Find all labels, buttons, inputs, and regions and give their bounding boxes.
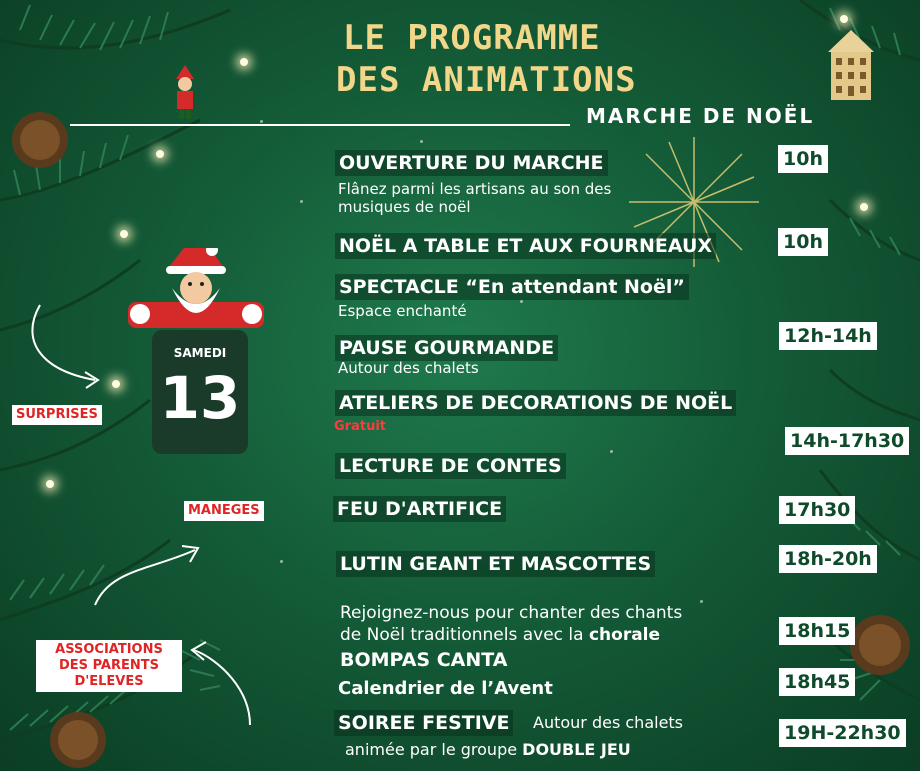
fairy-light bbox=[120, 230, 128, 238]
subtitle: MARCHE DE NOËL bbox=[586, 104, 815, 128]
event-time: 18h15 bbox=[779, 617, 855, 645]
event-title: SOIREE FESTIVE bbox=[334, 710, 513, 736]
fairy-light bbox=[112, 380, 120, 388]
event-description: Autour des chalets bbox=[533, 713, 684, 732]
event-note: Gratuit bbox=[334, 419, 386, 434]
date-card bbox=[152, 330, 248, 454]
title-line-1: LE PROGRAMME bbox=[343, 18, 601, 58]
house-icon bbox=[828, 30, 874, 100]
fairy-light bbox=[46, 480, 54, 488]
event-title: BOMPAS CANTA bbox=[340, 649, 508, 671]
event-time: 18h45 bbox=[779, 668, 855, 696]
fairy-light bbox=[840, 15, 848, 23]
tag-surprises: SURPRISES bbox=[12, 405, 102, 425]
tag-associations-line: D'ELEVES bbox=[74, 674, 144, 689]
event-description: animée par le groupe DOUBLE JEU bbox=[345, 740, 631, 759]
event-time: 19H-22h30 bbox=[779, 719, 906, 747]
event-title: ATELIERS DE DECORATIONS DE NOËL bbox=[335, 390, 736, 416]
arrow-icon bbox=[180, 630, 270, 730]
event-title: LECTURE DE CONTES bbox=[335, 453, 566, 479]
event-time: 10h bbox=[778, 145, 828, 173]
event-description: Rejoignez-nous pour chanter des chants de Noël traditionnels avec la chorale bbox=[340, 603, 683, 645]
date-number: 13 bbox=[159, 364, 241, 432]
title-divider bbox=[70, 124, 570, 126]
event-description: Espace enchanté bbox=[338, 302, 467, 320]
event-time: 17h30 bbox=[779, 496, 855, 524]
event-title: FEU D'ARTIFICE bbox=[333, 496, 506, 522]
event-time: 10h bbox=[778, 228, 828, 256]
event-description: Flânez parmi les artisans au son des musiques de noël bbox=[338, 180, 612, 216]
santa-icon bbox=[128, 248, 264, 328]
tag-associations-line: DES PARENTS bbox=[59, 658, 159, 673]
event-title: PAUSE GOURMANDE bbox=[335, 335, 558, 361]
event-title: NOËL A TABLE ET AUX FOURNEAUX bbox=[335, 233, 716, 259]
event-time: 18h-20h bbox=[779, 545, 877, 573]
title-line-2: DES ANIMATIONS bbox=[336, 60, 637, 100]
event-time: 12h-14h bbox=[779, 322, 877, 350]
fairy-light bbox=[240, 58, 248, 66]
date-day: SAMEDI bbox=[173, 346, 227, 360]
arrow-icon bbox=[90, 540, 210, 610]
fairy-light bbox=[156, 150, 164, 158]
tag-associations bbox=[36, 640, 182, 692]
elf-icon bbox=[170, 65, 200, 121]
event-title: Calendrier de l’Avent bbox=[338, 678, 553, 699]
tag-maneges: MANEGES bbox=[184, 501, 264, 521]
event-title: SPECTACLE “En attendant Noël” bbox=[335, 274, 689, 300]
event-title: OUVERTURE DU MARCHE bbox=[335, 150, 608, 176]
event-title: LUTIN GEANT ET MASCOTTES bbox=[336, 551, 655, 577]
event-description: Autour des chalets bbox=[338, 359, 479, 377]
tag-associations-line: ASSOCIATIONS bbox=[55, 642, 163, 657]
fairy-light bbox=[860, 203, 868, 211]
arrow-icon bbox=[20, 300, 110, 390]
event-time: 14h-17h30 bbox=[785, 427, 909, 455]
